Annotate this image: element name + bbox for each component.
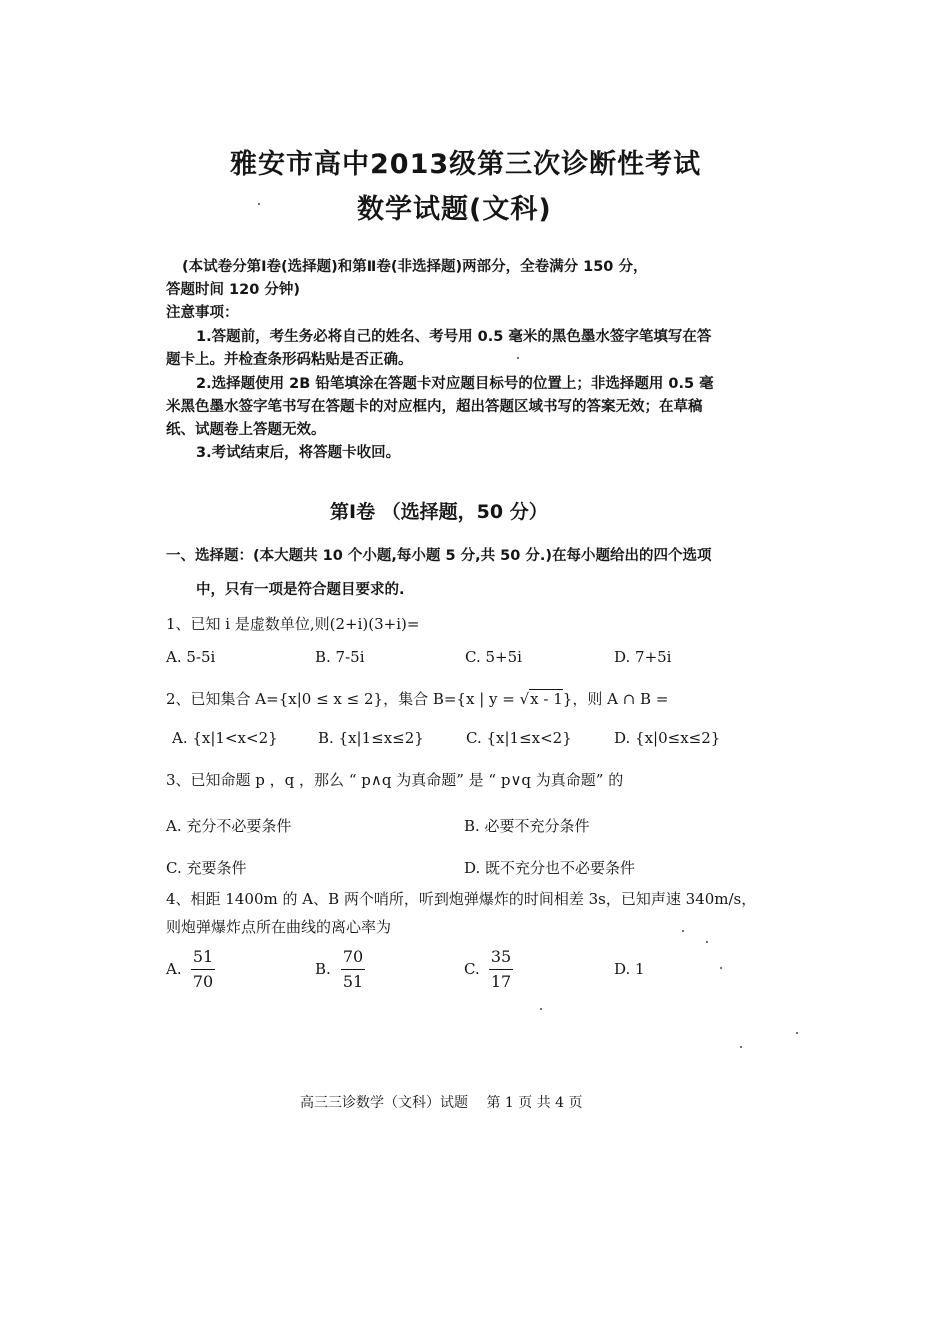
scan-speck <box>740 1046 742 1048</box>
question-4-option-a-fraction <box>191 946 215 993</box>
question-2-stem-part-b: }，则 A ∩ B = <box>562 690 669 708</box>
question-2-option-d: D. {x|0≤x≤2} <box>614 729 721 747</box>
notes-heading: 注意事项： <box>166 305 239 321</box>
question-4-option-d-value: 1 <box>635 960 645 978</box>
question-1-option-b: B. 7-5i <box>315 648 365 666</box>
fraction-bar <box>191 969 215 970</box>
question-4-stem-line-1: 4、相距 1400m 的 A、B 两个哨所，听到炮弹爆炸的时间相差 3s，已知声速 340m/s， <box>166 890 757 908</box>
question-3-option-d: D. 既不充分也不必要条件 <box>464 859 636 877</box>
fraction-denominator: 51 <box>342 972 364 991</box>
question-3-stem: 3、已知命题 p ，q ，那么 “ p∧q 为真命题” 是 “ p∨q 为真命题” 的 <box>166 771 624 789</box>
question-4-stem-line-2: 则炮弹爆炸点所在曲线的离心率为 <box>166 918 392 936</box>
sqrt-symbol: √ <box>519 690 530 708</box>
question-1-option-a: A. 5-5i <box>166 648 216 666</box>
question-4-option-b-label: B. <box>315 960 331 978</box>
fraction-denominator: 17 <box>490 972 512 991</box>
question-1-option-c: C. 5+5i <box>465 648 522 666</box>
note-line: 题卡上。并检查条形码粘贴是否正确。 <box>166 352 413 368</box>
intro-line-1: (本试卷分第Ⅰ卷(选择题)和第Ⅱ卷(非选择题)两部分，全卷满分 150 分， <box>182 259 648 275</box>
question-4-option-c-fraction <box>489 946 513 993</box>
scan-speck <box>258 203 260 205</box>
scan-speck <box>682 930 684 932</box>
question-3-option-c: C. 充要条件 <box>166 859 247 877</box>
question-2-option-a: A. {x|1<x<2} <box>172 729 278 747</box>
question-2-option-c: C. {x|1≤x<2} <box>466 729 572 747</box>
question-2-stem <box>166 688 668 709</box>
fraction-bar <box>489 969 513 970</box>
question-2-radicand: x - 1 <box>530 690 563 708</box>
question-3-option-a: A. 充分不必要条件 <box>166 817 292 835</box>
question-1-option-d: D. 7+5i <box>614 648 672 666</box>
scan-speck <box>706 941 708 943</box>
part-heading-line-1: 一、选择题：(本大题共 10 个小题,每小题 5 分,共 50 分.)在每小题给出的四个选项 <box>166 548 712 564</box>
scan-speck <box>796 1032 798 1034</box>
exam-title: 雅安市高中2013级第三次诊断性考试 <box>230 149 702 180</box>
note-line: 2.选择题使用 2B 铅笔填涂在答题卡对应题目标号的位置上；非选择题用 0.5 毫 <box>196 376 714 392</box>
question-4-option-d <box>614 960 645 978</box>
question-3-option-b: B. 必要不充分条件 <box>464 817 590 835</box>
note-line: 3.考试结束后，将答题卡收回。 <box>196 445 401 461</box>
part-heading-line-2: 中，只有一项是符合题目要求的. <box>196 582 405 598</box>
fraction-bar <box>341 969 365 970</box>
scan-speck <box>720 967 722 969</box>
scan-speck <box>540 1008 542 1010</box>
page-footer: 高三三诊数学（文科）试题 第 1 页 共 4 页 <box>300 1095 583 1111</box>
note-line: 纸、试题卷上答题无效。 <box>166 422 326 438</box>
note-line: 米黑色墨水签字笔书写在答题卡的对应框内，超出答题区域书写的答案无效；在草稿 <box>166 399 703 415</box>
note-line: 1.答题前，考生务必将自己的姓名、考号用 0.5 毫米的黑色墨水签字笔填写在答 <box>196 329 712 345</box>
question-2-stem-part-a: 2、已知集合 A={x|0 ≤ x ≤ 2}，集合 B={x | y = <box>166 690 520 708</box>
question-1-stem: 1、已知 i 是虚数单位,则(2+i)(3+i)= <box>166 615 420 633</box>
question-4-option-c-label: C. <box>464 960 480 978</box>
fraction-numerator: 70 <box>342 947 364 966</box>
fraction-numerator: 35 <box>490 947 512 966</box>
question-4-option-d-label: D. <box>614 960 631 978</box>
question-4-option-a-label: A. <box>166 960 182 978</box>
fraction-denominator: 70 <box>192 972 214 991</box>
question-2-option-b: B. {x|1≤x≤2} <box>318 729 424 747</box>
scan-speck <box>517 357 519 359</box>
question-4-option-b-fraction <box>341 946 365 993</box>
section-title: 第Ⅰ卷 （选择题，50 分） <box>330 501 548 523</box>
exam-subtitle: 数学试题(文科) <box>357 194 552 225</box>
intro-line-2: 答题时间 120 分钟) <box>166 282 300 298</box>
fraction-numerator: 51 <box>192 947 214 966</box>
